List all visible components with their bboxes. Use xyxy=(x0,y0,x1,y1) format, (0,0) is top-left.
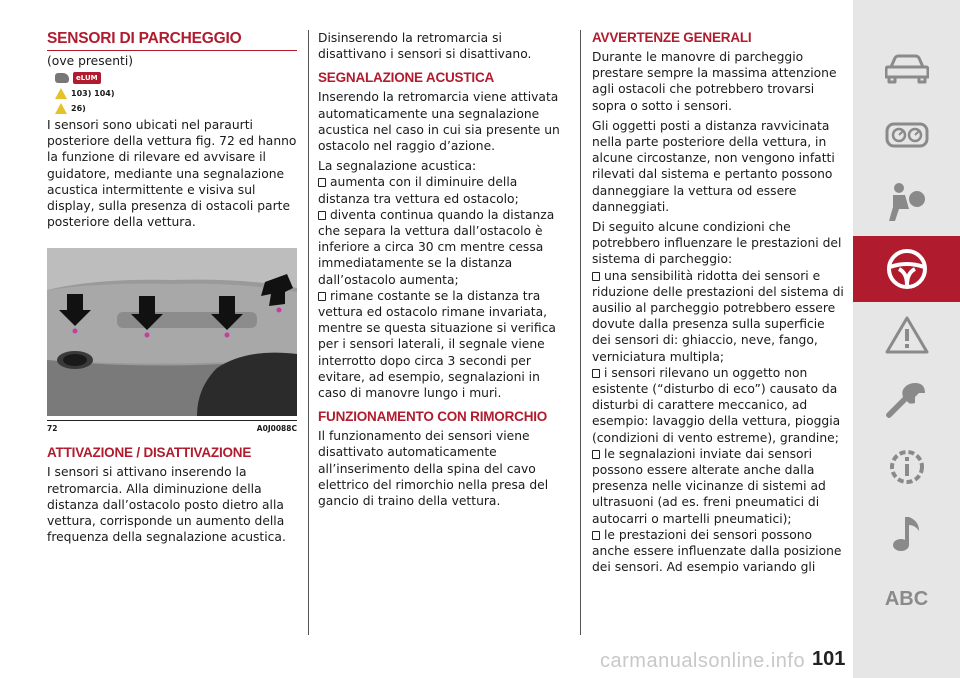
heading-trailer: FUNZIONAMENTO CON RIMORCHIO xyxy=(318,409,548,425)
chapter-safety-icon[interactable] xyxy=(853,168,960,234)
warning-triangle-icon xyxy=(885,315,929,355)
column-divider xyxy=(580,30,581,635)
dashboard-icon xyxy=(885,122,929,148)
heading-activation: ATTIVAZIONE / DISATTIVAZIONE xyxy=(47,445,252,461)
list-item: le prestazioni dei sensori possono anche essere influenzate dalla posizione dei sensori. Ad esempio variando gli xyxy=(592,527,842,575)
warning-paragraph-1: Durante le manovre di parcheggio prestare sempre la massima attenzione agli ostacoli che potrebbero trovarsi sopra o sotto i sensori. xyxy=(592,50,837,113)
list-item: rimane costante se la distanza tra vettura ed ostacolo rimane invariata, mentre se questa situazione si verifica per i sensori laterali, il segnale viene interrotto dopo circa 3 secondi per evitare, ad esempio, segnalazioni in caso di manovre lungo i muri. xyxy=(318,288,556,401)
list-item: diventa continua quando la distanza che separa la vettura dall’ostacolo è inferiore a circa 30 cm mentre cessa immediatamente se la distanza dall’ostacolo aumenta; xyxy=(318,207,555,287)
wrench-icon xyxy=(885,379,929,423)
section-subtitle: (ove presenti) xyxy=(47,54,134,68)
column-1 xyxy=(47,30,297,549)
section-title: SENSORI DI PARCHEGGIO xyxy=(47,30,297,51)
figure-code: A0J0088C xyxy=(256,424,297,434)
figure-caption xyxy=(47,420,297,433)
gear-info-icon xyxy=(885,445,929,489)
trailer-paragraph: Il funzionamento dei sensori viene disattivato automaticamente all’inserimento della spina del cavo elettrico del rimorchio nella presa del gancio di traino della vettura. xyxy=(318,429,549,509)
column-2 xyxy=(318,30,570,513)
bullet-icon xyxy=(318,211,326,220)
chapter-multimedia-icon[interactable] xyxy=(853,500,960,566)
hand-pointer-icon xyxy=(55,73,69,83)
steering-wheel-icon xyxy=(885,247,929,291)
list-item: aumenta con il diminuire della distanza tra vettura ed ostacolo; xyxy=(318,175,519,206)
intro-paragraph: I sensori sono ubicati nel paraurti posteriore della vettura fig. 72 ed hanno la funzione di rilevare ed avvisare il guidatore, mediante una segnalazione acustica intermittente e visiva sul display, sulla presenza di ostacoli parte posteriore della vettura. xyxy=(47,118,297,230)
list-item: i sensori rilevano un oggetto non esistente (“disturbo di eco”) causato da disturbi di carattere meccanico, ad esempio: lavaggio della vettura, pioggia (condizioni di vento estreme), grandine; xyxy=(592,365,841,445)
airbag-person-icon xyxy=(885,179,929,223)
caution-refs: 26) xyxy=(71,104,86,113)
warning-refs: 103) 104) xyxy=(71,89,115,98)
activation-paragraph: I sensori si attivano inserendo la retromarcia. Alla diminuzione della distanza dall’ostacolo posto dietro alla vettura, corrisponde un aumento della frequenza della segnalazione acustica. xyxy=(47,465,286,545)
rear-bumper-figure xyxy=(47,248,297,416)
caution-icon xyxy=(55,103,67,114)
warning-paragraph-3: Di seguito alcune condizioni che potrebbero influenzare le prestazioni del sistema di parcheggio: xyxy=(592,220,842,267)
elum-row xyxy=(55,72,297,84)
bullet-icon xyxy=(592,272,600,281)
column-divider xyxy=(308,30,309,635)
bullet-icon xyxy=(592,369,600,378)
chapter-car-icon[interactable] xyxy=(853,36,960,102)
car-icon xyxy=(885,53,929,85)
deactivation-paragraph: Disinserendo la retromarcia si disattivano i sensori si disattivano. xyxy=(318,31,532,62)
chapter-sidebar xyxy=(853,0,960,678)
elum-badge: eLUM xyxy=(73,72,101,84)
heading-warnings: AVVERTENZE GENERALI xyxy=(592,30,752,45)
warning-refs-row xyxy=(55,88,297,99)
watermark: carmanualsonline.info xyxy=(600,650,806,672)
figure-number: 72 xyxy=(47,424,58,434)
chapter-driving-icon[interactable] xyxy=(853,236,960,302)
chapter-index[interactable] xyxy=(853,566,960,632)
bullet-icon xyxy=(318,178,326,187)
chapter-technical-icon[interactable] xyxy=(853,434,960,500)
list-item: una sensibilità ridotta dei sensori e riduzione delle prestazioni del sistema di ausilio al parcheggio potrebbero essere dovute dalla presenza sulla superficie dei sensori di: ghiaccio, neve, fango, verniciatura multipla; xyxy=(592,268,844,364)
acoustic-paragraph: Inserendo la retromarcia viene attivata automaticamente una segnalazione acustica nel caso in cui sia presente un ostacolo nel raggio d’azione. xyxy=(318,90,560,154)
abc-label: ABC xyxy=(884,587,929,610)
music-note-icon xyxy=(885,511,929,555)
bullet-icon xyxy=(592,450,600,459)
warning-paragraph-2: Gli oggetti posti a distanza ravvicinata nella parte posteriore della vettura, in alcune circostanze, non vengono infatti rilevati dal sistema e pertanto possono danneggiare la vettura od essere danneggiati. xyxy=(592,118,835,214)
column-3 xyxy=(592,30,844,580)
page-number: 101 xyxy=(812,648,846,670)
chapter-warning-icon[interactable] xyxy=(853,302,960,368)
chapter-dashboard-icon[interactable] xyxy=(853,102,960,168)
caution-refs-row xyxy=(55,103,297,114)
acoustic-lead: La segnalazione acustica: xyxy=(318,159,477,174)
bullet-icon xyxy=(592,531,600,540)
warning-triangle-icon xyxy=(55,88,67,99)
chapter-maintenance-icon[interactable] xyxy=(853,368,960,434)
bullet-icon xyxy=(318,292,326,301)
heading-acoustic: SEGNALAZIONE ACUSTICA xyxy=(318,70,495,86)
list-item: le segnalazioni inviate dai sensori possono essere alterate anche dalla presenza nelle vicinanze di sistemi ad ultrasuoni (ad es. freni pneumatici di autocarri o martelli pneumatici); xyxy=(592,446,826,526)
